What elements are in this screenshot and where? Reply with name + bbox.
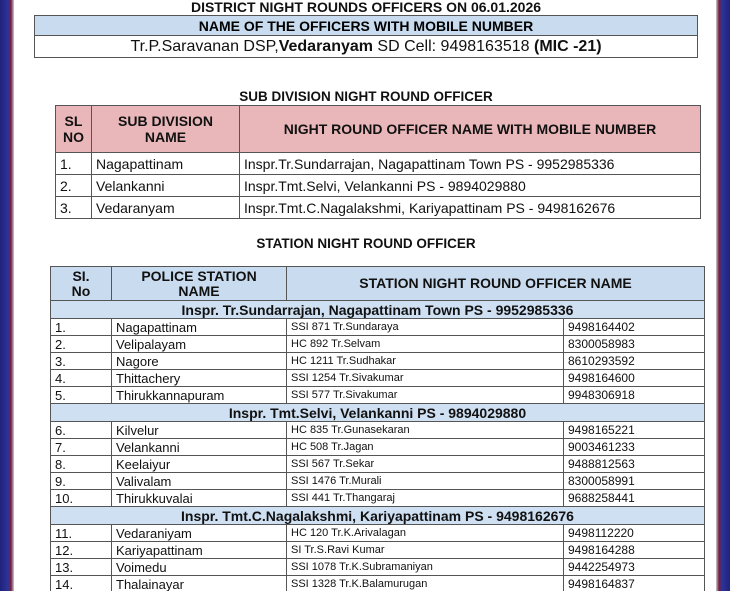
- group-header-row: [51, 507, 705, 525]
- table-row: [51, 490, 705, 507]
- table-row: [51, 576, 705, 591]
- row-station: Vedaraniyam: [112, 525, 287, 542]
- table-row: [51, 319, 705, 336]
- table-row: [51, 525, 705, 542]
- row-station: Velankanni: [112, 439, 287, 456]
- row-officer: SSI 871 Tr.Sundaraya: [287, 319, 564, 336]
- row-station: Thalainayar: [112, 576, 287, 591]
- row-station: Kariyapattinam: [112, 542, 287, 559]
- row-mobile: 9498165221: [564, 422, 705, 439]
- table-row: [56, 153, 701, 175]
- st-col-sl: SI. No: [51, 267, 112, 301]
- page-title: DISTRICT NIGHT ROUNDS OFFICERS ON 06.01.2026: [190, 0, 542, 15]
- row-station: Voimedu: [112, 559, 287, 576]
- row-sl: 2.: [51, 336, 112, 353]
- sub-row-name: Velankanni: [92, 175, 240, 197]
- sub-row-name: Vedaranyam: [92, 197, 240, 219]
- row-mobile: 9442254973: [564, 559, 705, 576]
- row-station: Valivalam: [112, 473, 287, 490]
- row-officer: SSI 1476 Tr.Murali: [287, 473, 564, 490]
- row-station: Thirukkuvalai: [112, 490, 287, 507]
- row-officer: HC 120 Tr.K.Arivalagan: [287, 525, 564, 542]
- row-mobile: 9498164402: [564, 319, 705, 336]
- row-officer: HC 508 Tr.Jagan: [287, 439, 564, 456]
- row-station: Velipalayam: [112, 336, 287, 353]
- row-sl: 14.: [51, 576, 112, 591]
- row-station: Nagore: [112, 353, 287, 370]
- sub-row-sl: 2.: [56, 175, 92, 197]
- st-col-station: POLICE STATION NAME: [112, 267, 287, 301]
- dsp-name: Tr.P.Saravanan DSP,: [130, 37, 279, 55]
- row-officer: HC 1211 Tr.Sudhakar: [287, 353, 564, 370]
- row-sl: 12.: [51, 542, 112, 559]
- row-officer: SSI 577 Tr.Sivakumar: [287, 387, 564, 404]
- row-sl: 10.: [51, 490, 112, 507]
- row-officer: SSI 1254 Tr.Sivakumar: [287, 370, 564, 387]
- document-border-left: [0, 0, 14, 591]
- group-header-row: [51, 404, 705, 422]
- table-row: [51, 542, 705, 559]
- sub-row-sl: 3.: [56, 197, 92, 219]
- table-row: [51, 336, 705, 353]
- sub-row-sl: 1.: [56, 153, 92, 175]
- table-row: [51, 559, 705, 576]
- row-mobile: 9498164288: [564, 542, 705, 559]
- dsp-mic: (MIC -21): [533, 37, 602, 55]
- row-mobile: 8610293592: [564, 353, 705, 370]
- group-inspector-heading: Inspr. Tr.Sundarrajan, Nagapattinam Town PS - 9952985336: [51, 301, 705, 319]
- row-mobile: 9488812563: [564, 456, 705, 473]
- row-officer: SSI 1078 Tr.K.Subramaniyan: [287, 559, 564, 576]
- officers-heading: NAME OF THE OFFICERS WITH MOBILE NUMBER: [35, 16, 698, 36]
- table-row: [51, 387, 705, 404]
- row-station: Nagapattinam: [112, 319, 287, 336]
- row-mobile: 9498112220: [564, 525, 705, 542]
- row-mobile: 9688258441: [564, 490, 705, 507]
- row-mobile: 9003461233: [564, 439, 705, 456]
- row-sl: 9.: [51, 473, 112, 490]
- st-col-officer: STATION NIGHT ROUND OFFICER NAME: [287, 267, 705, 301]
- row-sl: 11.: [51, 525, 112, 542]
- group-header-row: [51, 301, 705, 319]
- sub-col-officer: NIGHT ROUND OFFICER NAME WITH MOBILE NUMBER: [240, 106, 701, 153]
- sub-col-sl: SL NO: [56, 106, 92, 153]
- row-officer: SI Tr.S.Ravi Kumar: [287, 542, 564, 559]
- sub-row-officer: Inspr.Tmt.Selvi, Velankanni PS - 9894029880: [240, 175, 701, 197]
- table-row: [56, 197, 701, 219]
- row-officer: SSI 567 Tr.Sekar: [287, 456, 564, 473]
- table-row: [56, 175, 701, 197]
- document-sheet: [14, 0, 716, 591]
- dsp-officer-line: [35, 36, 698, 58]
- sub-col-name: SUB DIVISION NAME: [92, 106, 240, 153]
- row-sl: 4.: [51, 370, 112, 387]
- group-inspector-heading: Inspr. Tmt.Selvi, Velankanni PS - 9894029880: [51, 404, 705, 422]
- officers-header-table: [34, 15, 698, 58]
- table-row: [51, 422, 705, 439]
- row-officer: SSI 441 Tr.Thangaraj: [287, 490, 564, 507]
- row-sl: 8.: [51, 456, 112, 473]
- row-sl: 3.: [51, 353, 112, 370]
- sub-row-officer: Inspr.Tmt.C.Nagalakshmi, Kariyapattinam PS - 9498162676: [240, 197, 701, 219]
- row-officer: HC 835 Tr.Gunasekaran: [287, 422, 564, 439]
- dsp-place: Vedaranyam: [278, 37, 373, 55]
- table-row: [51, 439, 705, 456]
- sub-division-title: SUB DIVISION NIGHT ROUND OFFICER: [239, 89, 493, 104]
- table-row: [51, 370, 705, 387]
- row-sl: 13.: [51, 559, 112, 576]
- row-station: Thittachery: [112, 370, 287, 387]
- row-sl: 7.: [51, 439, 112, 456]
- row-mobile: 8300058983: [564, 336, 705, 353]
- row-officer: HC 892 Tr.Selvam: [287, 336, 564, 353]
- table-row: [51, 473, 705, 490]
- row-sl: 6.: [51, 422, 112, 439]
- table-row: [51, 456, 705, 473]
- row-station: Thirukkannapuram: [112, 387, 287, 404]
- station-table: [50, 266, 705, 591]
- row-mobile: 9948306918: [564, 387, 705, 404]
- group-inspector-heading: Inspr. Tmt.C.Nagalakshmi, Kariyapattinam PS - 9498162676: [51, 507, 705, 525]
- dsp-cell: SD Cell: 9498163518: [372, 37, 534, 55]
- sub-division-table: [55, 105, 701, 219]
- table-row: [51, 353, 705, 370]
- row-station: Kilvelur: [112, 422, 287, 439]
- sub-row-officer: Inspr.Tr.Sundarrajan, Nagapattinam Town PS - 9952985336: [240, 153, 701, 175]
- row-sl: 1.: [51, 319, 112, 336]
- sub-row-name: Nagapattinam: [92, 153, 240, 175]
- document-border-right: [716, 0, 730, 591]
- row-mobile: 9498164837: [564, 576, 705, 591]
- row-station: Keelaiyur: [112, 456, 287, 473]
- row-mobile: 8300058991: [564, 473, 705, 490]
- row-mobile: 9498164600: [564, 370, 705, 387]
- station-title: STATION NIGHT ROUND OFFICER: [256, 236, 476, 251]
- row-sl: 5.: [51, 387, 112, 404]
- row-officer: SSI 1328 Tr.K.Balamurugan: [287, 576, 564, 591]
